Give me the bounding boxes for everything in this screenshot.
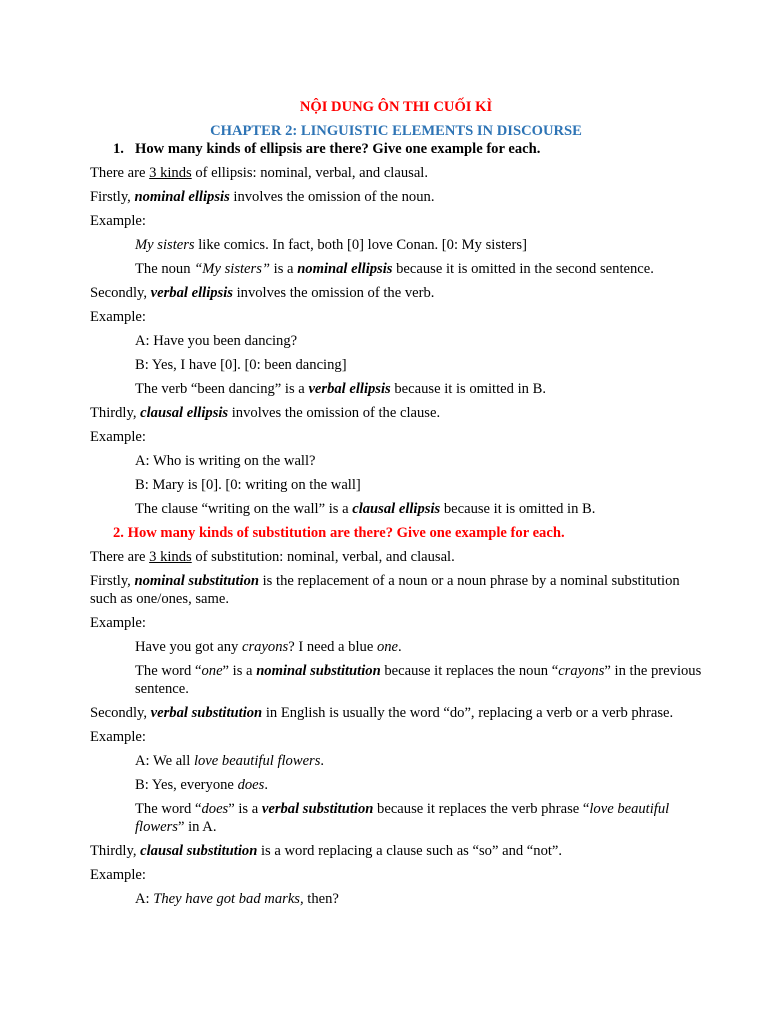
example-label: Example:: [90, 729, 146, 745]
text-run: B: Yes, everyone: [135, 777, 238, 793]
clausal-ellipsis-definition: [90, 404, 702, 422]
substitution-intro: [90, 548, 702, 566]
text-run: ? I need a blue: [288, 639, 377, 655]
text-run: then?: [303, 891, 339, 907]
ellipsis-intro: [90, 164, 702, 182]
term: verbal ellipsis: [308, 381, 391, 397]
underlined-text: 3 kinds: [149, 549, 192, 565]
text-run: is a word replacing a clause such as “so” and “not”.: [257, 843, 563, 859]
italic-text: crayons: [242, 639, 289, 655]
verbal-ellipsis-definition: [90, 284, 702, 302]
text-run: in English is usually the word “do”, replacing a verb or a verb phrase.: [262, 705, 674, 721]
example-line: [90, 236, 702, 254]
text-run: A: We all: [135, 753, 194, 769]
text-run: because it is omitted in the second sentence.: [392, 261, 654, 277]
term: verbal substitution: [261, 801, 374, 817]
text-run: There are: [90, 165, 150, 181]
term: nominal ellipsis: [297, 261, 393, 277]
italic-text: love beautiful flowers: [135, 801, 670, 835]
text-run: is the replacement of a noun or a noun phrase by a nominal substitution such as one/ones, same.: [90, 573, 680, 607]
term: clausal ellipsis: [140, 405, 229, 421]
example-line: [90, 752, 702, 770]
example-label: Example:: [90, 867, 146, 883]
term: clausal ellipsis: [352, 501, 441, 517]
text-run: .: [264, 777, 268, 793]
text-run: Thirdly,: [90, 843, 141, 859]
term: verbal substitution: [150, 705, 263, 721]
text-run: ” in the previous sentence.: [135, 663, 702, 697]
text-run: .: [398, 639, 402, 655]
example-line: B: Mary is [0]. [0: writing on the wall]: [135, 477, 361, 493]
italic-text: one: [201, 663, 223, 679]
document-body: [90, 98, 702, 914]
term: nominal ellipsis: [134, 189, 230, 205]
text-run: Firstly,: [90, 573, 135, 589]
text-run: .: [320, 753, 325, 769]
text-run: involves the omission of the clause.: [228, 405, 441, 421]
italic-text: love beautiful flowers: [193, 753, 321, 769]
text-run: ” in A.: [177, 819, 217, 835]
example-label: Example:: [90, 309, 146, 325]
text-run: ” is a: [228, 801, 262, 817]
italic-text: “My sisters”: [194, 261, 271, 277]
example-line: [90, 260, 702, 278]
example-line: [90, 776, 702, 794]
term: nominal substitution: [256, 663, 381, 679]
italic-text: crayons: [558, 663, 605, 679]
term: nominal substitution: [134, 573, 259, 589]
italic-text: My sisters: [135, 237, 195, 253]
text-run: Firstly,: [90, 189, 135, 205]
text-run: because it replaces the noun “: [380, 663, 559, 679]
text-run: involves the omission of the verb.: [232, 285, 435, 301]
example-line: [90, 800, 702, 836]
example-line: [90, 662, 702, 698]
text-run: because it replaces the verb phrase “: [373, 801, 590, 817]
text-run: The verb “been dancing” is a: [135, 381, 309, 397]
text-run: ” is a: [222, 663, 257, 679]
question-1: [90, 140, 702, 158]
italic-text: does: [201, 801, 229, 817]
example-line: A: Who is writing on the wall?: [135, 453, 316, 469]
question-2: 2. How many kinds of substitution are there? Give one example for each.: [113, 525, 565, 541]
example-line: A: Have you been dancing?: [135, 333, 298, 349]
text-run: Thirdly,: [90, 405, 141, 421]
text-run: because it is omitted in B.: [440, 501, 596, 517]
page-title: NỘI DUNG ÔN THI CUỐI KÌ: [299, 99, 493, 115]
italic-text: one: [376, 639, 399, 655]
text-run: is a: [270, 261, 298, 277]
text-run: The noun: [135, 261, 195, 277]
example-line: [90, 380, 702, 398]
text-run: A:: [135, 891, 154, 907]
example-label: Example:: [90, 429, 146, 445]
text-run: The clause “writing on the wall” is a: [135, 501, 353, 517]
nominal-substitution-definition: [90, 572, 702, 608]
example-label: Example:: [90, 213, 146, 229]
text-run: involves the omission of the noun.: [229, 189, 435, 205]
example-label: Example:: [90, 615, 146, 631]
italic-text: They have got bad marks,: [153, 891, 304, 907]
nominal-ellipsis-definition: [90, 188, 702, 206]
term: verbal ellipsis: [150, 285, 233, 301]
clausal-substitution-definition: [90, 842, 702, 860]
chapter-heading: CHAPTER 2: LINGUISTIC ELEMENTS IN DISCOURSE: [210, 123, 582, 139]
question-1-number: 1.: [113, 141, 124, 157]
example-line: B: Yes, I have [0]. [0: been dancing]: [135, 357, 347, 373]
text-run: Secondly,: [90, 705, 151, 721]
text-run: Have you got any: [135, 639, 242, 655]
text-run: of ellipsis: nominal, verbal, and clausal.: [191, 165, 428, 181]
question-1-text: How many kinds of ellipsis are there? Give one example for each.: [135, 141, 541, 157]
text-run: The word “: [135, 663, 202, 679]
term: clausal substitution: [140, 843, 258, 859]
example-line: [90, 890, 702, 908]
example-line: [90, 500, 702, 518]
text-run: Secondly,: [90, 285, 151, 301]
text-run: like comics. In fact, both [0] love Conan. [0: My sisters]: [194, 237, 527, 253]
text-run: of substitution: nominal, verbal, and clausal.: [191, 549, 455, 565]
underlined-text: 3 kinds: [149, 165, 192, 181]
example-line: [90, 638, 702, 656]
text-run: because it is omitted in B.: [390, 381, 546, 397]
text-run: There are: [90, 549, 150, 565]
verbal-substitution-definition: [90, 704, 702, 722]
italic-text: does: [237, 777, 265, 793]
text-run: The word “: [135, 801, 202, 817]
